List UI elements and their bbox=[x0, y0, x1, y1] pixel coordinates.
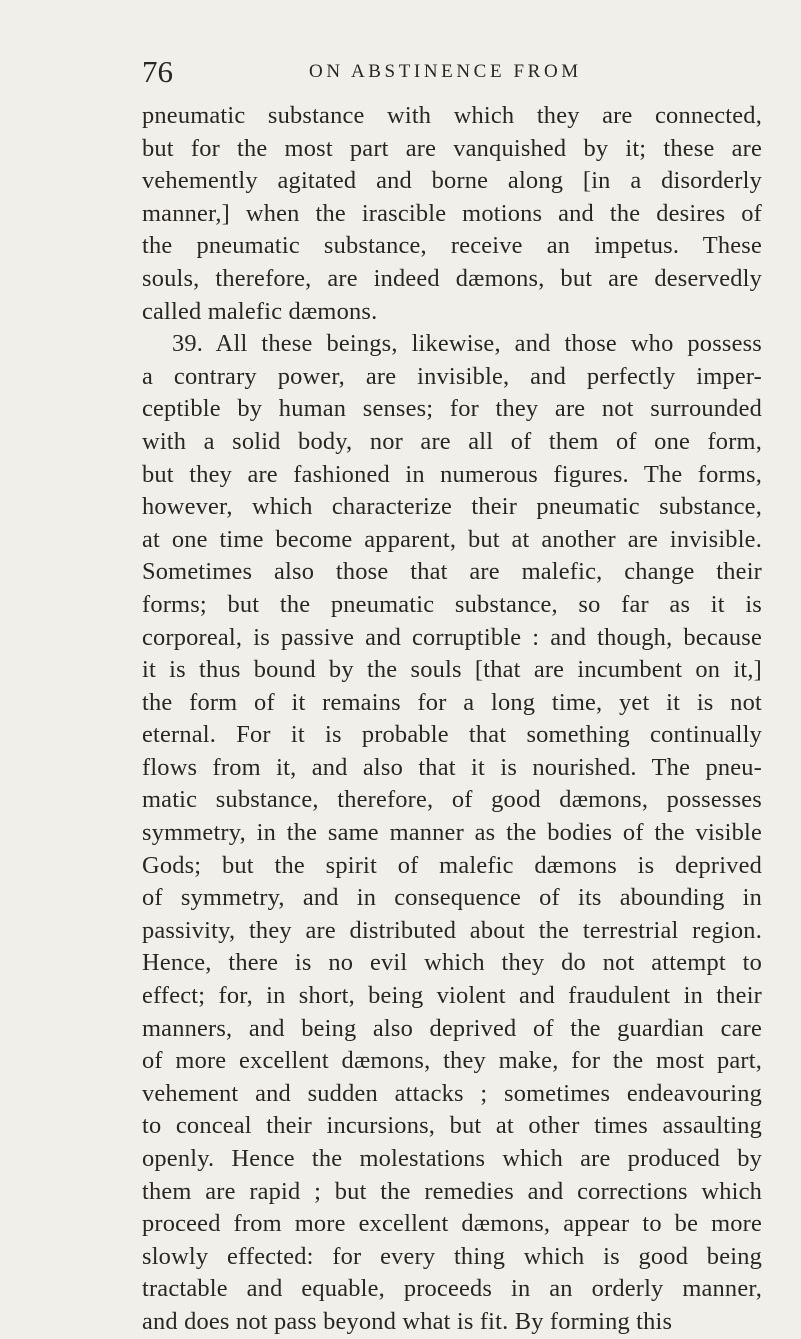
text-line: but they are fashioned in numerous figures. The forms, bbox=[142, 460, 762, 488]
text-line: of more excellent dæmons, they make, for the most part, bbox=[142, 1047, 762, 1075]
page-header bbox=[142, 52, 702, 92]
text-line: vehemently agitated and borne along [in a disorderly bbox=[142, 167, 762, 195]
text-line: but for the most part are vanquished by it; these are bbox=[142, 134, 762, 162]
text-line: symmetry, in the same manner as the bodies of the visible bbox=[142, 819, 762, 847]
text-line: souls, therefore, are indeed dæmons, but are deservedly bbox=[142, 264, 762, 292]
paragraph bbox=[142, 100, 762, 328]
text-line: forms; but the pneumatic substance, so far as it is bbox=[142, 590, 762, 618]
text-line: ceptible by human senses; for they are not surrounded bbox=[142, 395, 762, 423]
text-line: vehement and sudden attacks ; sometimes endeavouring bbox=[142, 1079, 762, 1107]
text-line: a contrary power, are invisible, and perfectly imper- bbox=[142, 362, 762, 390]
text-line: tractable and equable, proceeds in an orderly manner, bbox=[142, 1275, 762, 1303]
text-line: however, which characterize their pneumatic substance, bbox=[142, 493, 762, 521]
text-line: passivity, they are distributed about the terrestrial region. bbox=[142, 916, 762, 944]
body-text bbox=[142, 100, 762, 1339]
text-line: eternal. For it is probable that something continually bbox=[142, 721, 762, 749]
text-line: openly. Hence the molestations which are produced by bbox=[142, 1145, 762, 1172]
text-line: of symmetry, and in consequence of its abounding in bbox=[142, 884, 762, 912]
running-head: ON ABSTINENCE FROM bbox=[309, 61, 582, 82]
text-line: the form of it remains for a long time, yet it is not bbox=[142, 688, 762, 716]
text-line: slowly effected: for every thing which is good being bbox=[142, 1242, 762, 1270]
text-line: and does not pass beyond what is fit. By forming this bbox=[142, 1307, 673, 1335]
text-line: corporeal, is passive and corruptible : and though, because bbox=[142, 623, 762, 651]
paragraph bbox=[142, 328, 762, 1338]
text-line: pneumatic substance with which they are connected, bbox=[142, 102, 762, 129]
text-line: Sometimes also those that are malefic, change their bbox=[142, 558, 762, 586]
text-line: manners, and being also deprived of the guardian care bbox=[142, 1014, 762, 1042]
text-line: it is thus bound by the souls [that are incumbent on it,] bbox=[142, 656, 762, 684]
text-line: the pneumatic substance, receive an impetus. These bbox=[142, 232, 762, 260]
text-line: flows from it, and also that it is nourished. The pneu- bbox=[142, 753, 762, 781]
text-line: 39. All these beings, likewise, and those who possess bbox=[172, 330, 762, 358]
text-line: them are rapid ; but the remedies and corrections which bbox=[142, 1177, 762, 1205]
text-line: called malefic dæmons. bbox=[142, 297, 378, 325]
text-line: Gods; but the spirit of malefic dæmons is deprived bbox=[142, 851, 762, 879]
text-line: at one time become apparent, but at another are invisible. bbox=[142, 525, 762, 553]
text-line: Hence, there is no evil which they do not attempt to bbox=[142, 949, 762, 977]
text-line: with a solid body, nor are all of them of one form, bbox=[142, 427, 762, 455]
text-line: matic substance, therefore, of good dæmons, possesses bbox=[142, 786, 762, 814]
text-line: effect; for, in short, being violent and fraudulent in their bbox=[142, 982, 762, 1010]
text-line: proceed from more excellent dæmons, appear to be more bbox=[142, 1210, 762, 1238]
page-number: 76 bbox=[142, 54, 173, 89]
text-line: to conceal their incursions, but at other times assaulting bbox=[142, 1112, 762, 1140]
text-line: manner,] when the irascible motions and the desires of bbox=[142, 199, 762, 227]
